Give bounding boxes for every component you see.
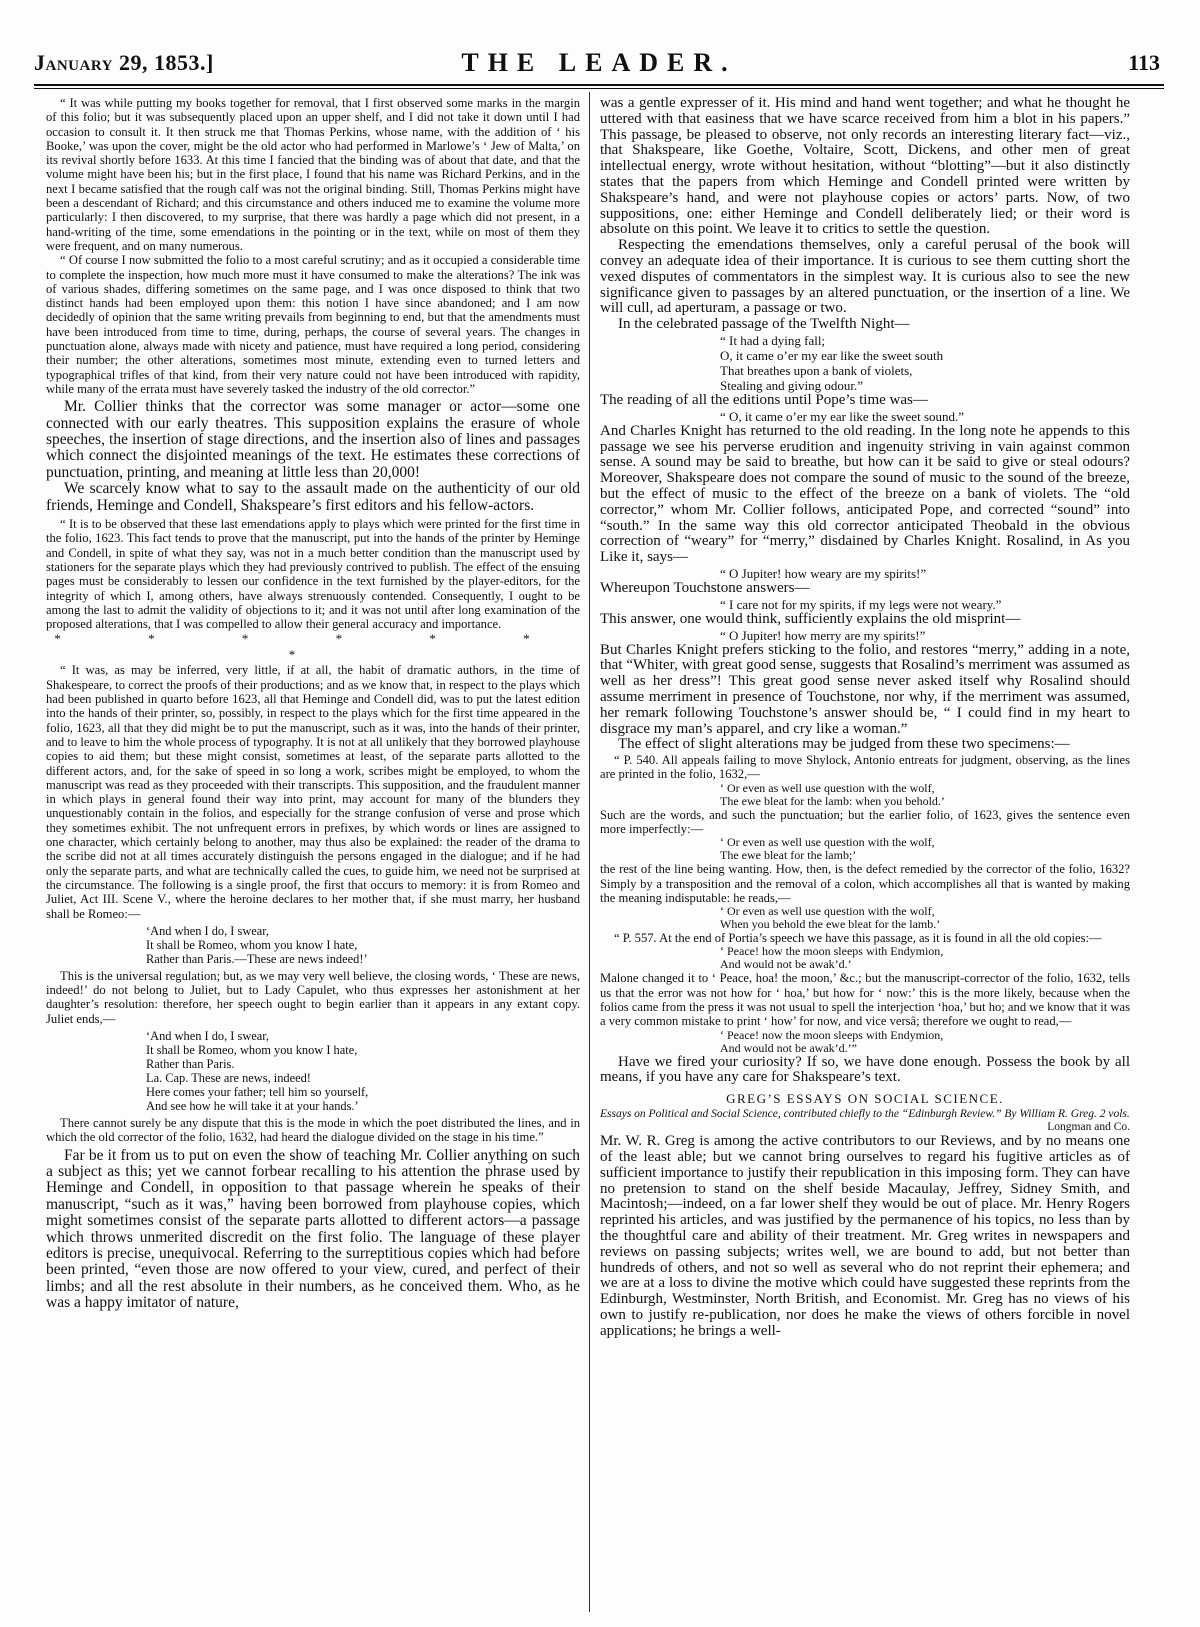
verse-quote bbox=[600, 333, 1130, 393]
review-publisher: Longman and Co. bbox=[1047, 1121, 1130, 1134]
quote-paragraph: Malone changed it to ‘ Peace, hoa! the moon,’ &c.; but the manuscript-corrector of the folio, 1632, tells us that the error was not how for ‘ hoa,’ but how for ‘ now:’ this is the more likely, because when the folios came from the press it was not usual to spell the interjection ‘hoa,’ but ho; and we know that it was a very common mistake to print ‘ how’ for now, and vice versâ; therefore we ought to read,— bbox=[600, 971, 1130, 1029]
quote-paragraph: “ Of course I now submitted the folio to a most careful scrutiny; and as it occupied a considerable time to complete the inspection, how much more must it have consumed to make the alterations? The ink was of various shades, differing sometimes on the same page, and I was once disposed to think that two distinct hands had been employed upon them: this notion I have since abandoned; and I am now decidedly of opinion that the same writing prevails from beginning to end, but that the amendments must have been introduced from time to time, during, perhaps, the course of several years. The changes in punctuation alone, always made with nicety and patience, must have required a long period, considering their number; the other alterations, sometimes most minute, extending even to turned letters and typographical trifles of that kind, from their very nature could not have been introduced with rapidity, while many of the errata must have severely tasked the industry of the old corrector.” bbox=[46, 253, 580, 396]
section-break-asterisks: * * * * * * * bbox=[54, 631, 572, 663]
body-paragraph: was a gentle expresser of it. His mind and hand went together; and what he thought he uttered with that easiness that we have scarce received from him a blot in his papers.” This passage, be pleased to observe, not only records an interesting literary fact—viz., that Shakspeare, like Goethe, Voltaire, Scott, Dickens, and other men of great intellectual energy, wrote without hesitation, without “blotting”—but it also distinctly states that the papers from which Heminge and Condell printed were written by Shakspeare’s hand, and were not playhouse copies or actors’ parts. Now, of two suppositions, one: either Heminge and Condell deliberately lied; or their word is absolute on this point. We leave it to critics to settle the question. bbox=[600, 96, 1130, 238]
verse-quote bbox=[600, 1029, 1130, 1055]
verse-line: ‘And when I do, I swear, bbox=[146, 923, 270, 938]
body-paragraph: Whereupon Touchstone answers— bbox=[600, 579, 810, 596]
verse-line: And would not be awak’d.’ bbox=[720, 957, 852, 972]
review-heading: GREG’S ESSAYS ON SOCIAL SCIENCE. bbox=[726, 1091, 1004, 1107]
body-paragraph: Mr. Collier thinks that the corrector was some manager or actor—some one connected with our early theatres. This supposition explains the erasure of whole speeches, the insertion of stage directions, and the insertion also of lines and passages which connect the disjointed meanings of the text. He estimates these corrections of punctuation, printing, and meaning at little less than 20,000! bbox=[46, 398, 580, 481]
quote-paragraph: “ It is to be observed that these last emendations apply to plays which were printed for the first time in the folio, 1623. This fact tends to prove that the manuscript, put into the hands of the printer by Heminge and Condell, in spite of what they say, was not in a much better condition than the manuscript used by stationers for the separate plays which they had previously contrived to publish. The effect of the ensuing pages must be considerably to lessen our confidence in the text furnished by the player-editors, for the integrity of which I, among others, have always strenuously contended. Consequently, I ought to be among the last to admit the validity of objections to it; and it was not until after long examination of the proposed alterations, that I was compelled to allow their general accuracy and importance. bbox=[46, 517, 580, 632]
quote-paragraph: the rest of the line being wanting. How, then, is the defect remedied by the corrector of the folio, 1632? Simply by a transposition and the removal of a colon, which accomplishes all that is wanted by making the meaning indisputable: he reads,— bbox=[600, 862, 1130, 905]
verse-line: The ewe bleat for the lamb: when you behold.’ bbox=[720, 793, 945, 808]
verse-line: “ It had a dying fall; bbox=[720, 332, 826, 348]
verse-line: “ O Jupiter! how merry are my spirits!” bbox=[720, 627, 926, 643]
body-paragraph: Far be it from us to put on even the show of teaching Mr. Collier anything on such a subject as this; yet we cannot forbear recalling to his attention the phrase used by Heminge and Condell, in opposition to that passage wherein he speaks of their manuscript, “such as it was,” having been borrowed from playhouse copies, which might sometimes consist of the separate parts allotted to different actors—a passage which throws unmerited discredit on the first folio. The language of these player editors is precise, unequivocal. Referring to the surreptitious copies which had before been printed, “even those are now offered to your view, cured, and perfect of their limbs; and all the rest absolute in their numbers, as he conceived them. Who, as he was a happy imitator of nature, bbox=[46, 1146, 580, 1312]
verse-quote bbox=[600, 945, 1130, 971]
verse-quote bbox=[600, 836, 1130, 862]
quote-paragraph: “ P. 540. All appeals failing to move Shylock, Antonio entreats for judgment, observing, as the lines are printed in the folio, 1632,— bbox=[600, 753, 1130, 782]
quote-paragraph: There cannot surely be any dispute that this is the mode in which the poet distributed the lines, and in which the old corrector of the folio, 1632, had heard the dialogue divided on the stage in his time.” bbox=[46, 1115, 580, 1145]
body-paragraph: The reading of all the editions until Pope’s time was— bbox=[600, 391, 928, 408]
body-paragraph: But Charles Knight prefers sticking to the folio, and restores “merry,” adding in a note, that “Whiter, with great good sense, suggests that Rosalind’s merriment was assumed as well as her dress”! This great good sense never asked itself why Rosalind should assume merriment in presence of Touchstone, nor why, if the merriment was assumed, her remark following Touchstone’s answer should be, “ I could find in my heart to disgrace my man’s apparel, and cry like a woman.” bbox=[600, 641, 1130, 737]
verse-quote bbox=[46, 1029, 580, 1113]
verse-line: And see how he will take it at your hands.’ bbox=[146, 1098, 359, 1113]
body-paragraph: In the celebrated passage of the Twelfth Night— bbox=[618, 316, 910, 333]
verse-line: Rather than Paris.—These are news indeed!’ bbox=[146, 951, 368, 966]
verse-line: The ewe bleat for the lamb;’ bbox=[720, 848, 857, 863]
body-paragraph: This answer, one would think, sufficiently explains the old misprint— bbox=[600, 610, 1021, 627]
issue-date: January 29, 1853.] bbox=[34, 50, 214, 75]
review-book-title: Essays on Political and Social Science, contributed chiefly to the “Edinburgh Review.” By William R. Greg. 2 vols. bbox=[600, 1108, 1130, 1121]
verse-line: And would not be awak’d.’” bbox=[720, 1040, 857, 1055]
quote-paragraph: Such are the words, and such the punctuation; but the earlier folio, of 1623, gives the sentence even more imperfectly:— bbox=[600, 807, 1130, 836]
body-paragraph: And Charles Knight has returned to the old reading. In the long note he appends to this passage we see his perverse erudition and ingenuity striving in vain against common sense. A sound may be said to breathe, but how can it be said to give or steal odours? Moreover, Shakspeare does not compare the sound of music to the sound of the breeze, but the effect of music to the effect of the breeze on a bank of violets. The “old corrector,” whom Mr. Collier follows, anticipated Pope, and corrected “sound” into “south.” In the same way this old corrector anticipated Theobald in the obvious correction of “weary” for “merry,” disdained by Charles Knight. Rosalind, in As you Like it, says— bbox=[600, 422, 1130, 566]
quote-paragraph: “ It was, as may be inferred, very little, if at all, the habit of dramatic authors, in the time of Shakespeare, to correct the proofs of their productions; and as we know that, in respect to the plays which had been published in quarto before 1623, all that Heminge and Condell did, was to put the latest edition into the hands of their printer, so, possibly, in respect to the plays which for the first time appeared in the folio, 1623, all that they did might be to put the manuscript, such as it was, into the hands of their printer, and to leave to him the whole process of typography. It is not at all unlikely that they borrowed playhouse copies to aid them; but these might consist, sometimes at least, of the separate parts allotted to the different actors, and, for the sake of speed in so long a work, scribes might be employed, to whom the manuscript was read as they proceeded with their transcripts. This supposition, and the fraudulent manner in which plays in general found their way into print, may account for many of the blunders they unquestionably contain in the folios, and especially for the strange confusion of verse and prose which they sometimes exhibit. The not unfrequent errors in prefixes, by which words or lines are assigned to one character, which certainly belong to another, may thus also be explained: the reader of the drama to the scribe did not at all times accurately distinguish the persons engaged in the dialogue; and if he had only the separate parts, and what are technically called the cues, to guide him, we need not be surprised at the circumstance. The following is a single proof, the first that occurs to memory: it is from Romeo and Juliet, Act III. Scene V., where the heroine declares to her mother that, if she must marry, her husband shall be Romeo:— bbox=[46, 663, 580, 921]
newspaper-title: THE LEADER. bbox=[461, 48, 737, 77]
right-column bbox=[600, 96, 1130, 1596]
body-paragraph: We scarcely know what to say to the assault made on the authenticity of our old friends, Heminge and Condell, Shakspeare’s first editors and his fellow-actors. bbox=[46, 480, 580, 514]
body-paragraph: Have we fired your curiosity? If so, we have done enough. Possess the book by all means, if you have any care for Shakspeare’s text. bbox=[600, 1053, 1130, 1086]
verse-line: When you behold the ewe bleat for the lamb.’ bbox=[720, 917, 941, 932]
verse-line: Rather than Paris. bbox=[146, 1056, 235, 1071]
verse-line: ‘ Peace! how the moon sleeps with Endymion, bbox=[720, 944, 944, 959]
left-column bbox=[46, 96, 580, 1596]
verse-line: ‘And when I do, I swear, bbox=[146, 1028, 270, 1043]
verse-line: ‘ Or even as well use question with the wolf, bbox=[720, 780, 935, 795]
verse-quote bbox=[600, 409, 1130, 424]
quote-paragraph: “ It was while putting my books together for removal, that I first observed some marks in the margin of this folio; but it was subsequently placed upon an upper shelf, and I did not take it down until I had occasion to consult it. It then struck me that Thomas Perkins, whose name, with the addition of ‘ his Booke,’ was upon the cover, might be the old actor who had performed in Marlowe’s ‘ Jew of Malta,’ on its revival shortly before 1633. At this time I fancied that the binding was of about that date, and that the volume might have been his; but in the first place, I found that his name was Richard Perkins, and in the next I became satisfied that the rough calf was not the original binding. Still, Thomas Perkins might have been a descendant of Richard; and this circumstance and others induced me to examine the volume more particularly: I then discovered, to my surprise, that there was hardly a page which did not present, in a hand-writing of the time, some emendations in the pointing or in the text, while on most of them they were frequent, and on many numerous. bbox=[46, 96, 580, 253]
body-paragraph: The effect of slight alterations may be judged from these two specimens:— bbox=[618, 736, 1070, 753]
verse-line: Stealing and giving odour.” bbox=[720, 377, 863, 393]
verse-line: “ O, it came o’er my ear like the sweet sound.” bbox=[720, 408, 965, 424]
verse-quote bbox=[600, 597, 1130, 612]
page-number: 113 bbox=[1128, 50, 1160, 75]
header-rule-thin bbox=[34, 88, 1164, 89]
verse-quote bbox=[600, 905, 1130, 931]
masthead bbox=[34, 44, 1164, 84]
quote-paragraph: This is the universal regulation; but, as we may very well believe, the closing words, ‘ These are news, indeed!’ do not belong to Juliet, but to Lady Capulet, who thus expresses her astonishment at her daughter’s resolution: therefore, her speech ought to begin earlier than it appears in any extant copy. Juliet ends,— bbox=[46, 968, 580, 1026]
verse-line: That breathes upon a bank of violets, bbox=[720, 362, 913, 378]
verse-line: It shall be Romeo, whom you know I hate, bbox=[146, 937, 358, 952]
verse-line: O, it came o’er my ear like the sweet south bbox=[720, 347, 944, 363]
verse-quote bbox=[600, 628, 1130, 643]
verse-line: ‘ Or even as well use question with the wolf, bbox=[720, 835, 935, 850]
column-divider bbox=[589, 92, 590, 1612]
verse-quote bbox=[600, 782, 1130, 808]
verse-quote bbox=[46, 924, 580, 966]
verse-line: ‘ Or even as well use question with the wolf, bbox=[720, 904, 935, 919]
body-paragraph: Respecting the emendations themselves, only a careful perusal of the book will convey an adequate idea of their importance. It is curious to see them cutting short the vexed disputes of commentators in the simplest way. It is curious also to see the new significance given to passages by an altered punctuation, or the insertion of a line. We will cull, ad aperturam, a passage or two. bbox=[600, 237, 1130, 317]
verse-quote bbox=[600, 566, 1130, 581]
review-subheading bbox=[600, 1108, 1130, 1134]
verse-line: “ I care not for my spirits, if my legs were not weary.” bbox=[720, 596, 1002, 612]
verse-line: La. Cap. These are news, indeed! bbox=[146, 1070, 311, 1085]
quote-paragraph: “ P. 557. At the end of Portia’s speech we have this passage, as it is found in all the old copies:— bbox=[614, 931, 1102, 946]
verse-line: ‘ Peace! now the moon sleeps with Endymion, bbox=[720, 1027, 944, 1042]
body-paragraph: Mr. W. R. Greg is among the active contributors to our Reviews, and by no means one of the least able; but we cannot bring ourselves to regard his fugitive articles as of sufficient importance to justify their republication in this imposing form. They can have no pretension to stand on the shelf beside Macaulay, Jeffrey, Sidney Smith, and Macintosh;—indeed, on a far lower shelf they would be out of place. Mr. Henry Rogers reprinted his articles, and was justified by the permanence of his topics, no less than by the thoughtful care and ability of their treatment. Mr. Greg writes in newspapers and reviews on passing subjects; writes well, we are bound to add, but not better than hundreds of others, and not so well as several who do not reprint their ephemera; and we are at a loss to divine the motive which could have suggested these reprints from the Edinburgh, Westminster, North British, and Economist. Mr. Greg has no views of his own to justify re-publication, nor does he make the views of others forcible in novel applications; he brings a well- bbox=[600, 1133, 1130, 1339]
header-rule bbox=[34, 84, 1164, 86]
verse-line: It shall be Romeo, whom you know I hate, bbox=[146, 1042, 358, 1057]
verse-line: Here comes your father; tell him so yourself, bbox=[146, 1084, 369, 1099]
verse-line: “ O Jupiter! how weary are my spirits!” bbox=[720, 565, 927, 581]
